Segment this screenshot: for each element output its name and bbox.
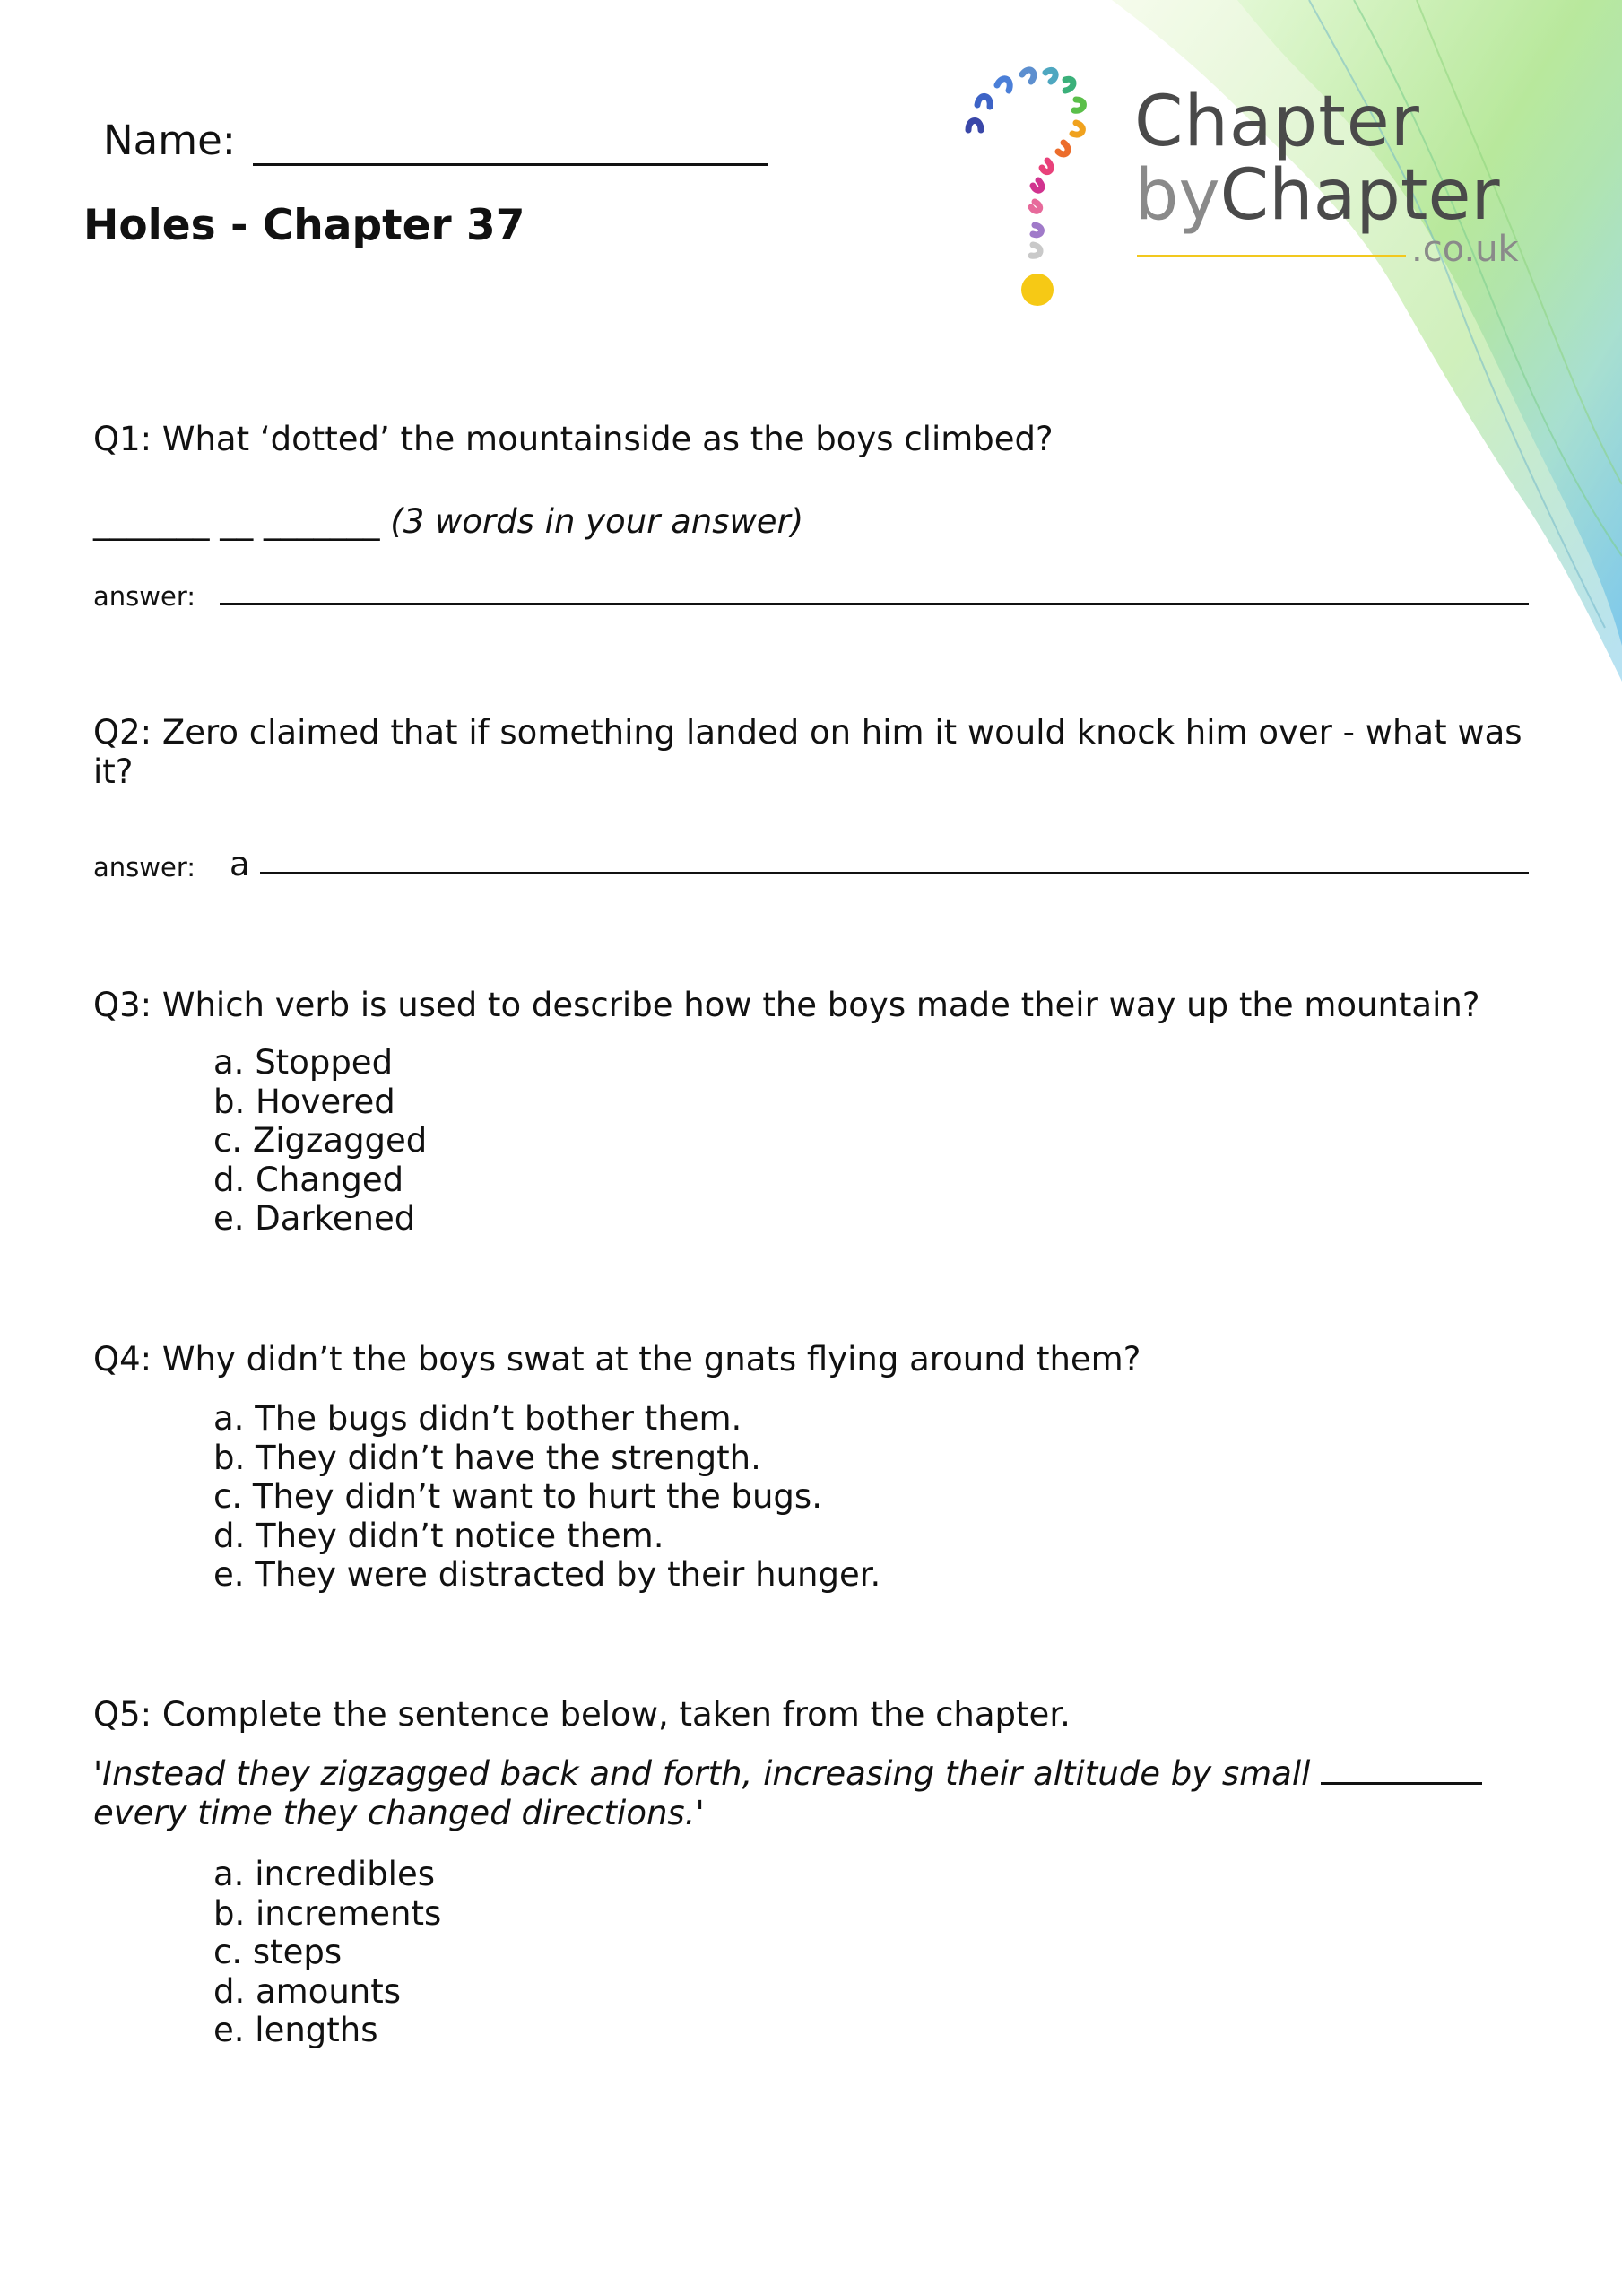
q5-question: Q5: Complete the sentence below, taken from the chapter. [93, 1695, 1071, 1734]
q3-option-c[interactable]: c. Zigzagged [213, 1121, 428, 1160]
q3-option-b[interactable]: b. Hovered [213, 1082, 395, 1121]
q5-options [213, 1855, 441, 2050]
q4-option-a[interactable]: a. The bugs didn’t bother them. [213, 1399, 742, 1438]
logo-wordmark [1134, 82, 1500, 236]
q5-option-c[interactable]: c. steps [213, 1933, 343, 1971]
q4-option-c[interactable]: c. They didn’t want to hurt the bugs. [213, 1477, 822, 1516]
q4-option-b[interactable]: b. They didn’t have the strength. [213, 1438, 761, 1477]
q3-option-d[interactable]: d. Changed [213, 1160, 404, 1199]
q5-option-a[interactable]: a. incredibles [213, 1855, 436, 1893]
logo-by: by [1134, 155, 1220, 236]
q3-question: Q3: Which verb is used to describe how the boys made their way up the mountain? [93, 986, 1480, 1024]
q1-blanks: _______ __ _______ [93, 502, 380, 541]
logo-underline [1137, 255, 1406, 257]
q1-hint-text: (3 words in your answer) [390, 502, 804, 541]
q4-option-d[interactable]: d. They didn’t notice them. [213, 1516, 664, 1555]
worksheet-title: Holes - Chapter 37 [83, 201, 525, 250]
q3-option-a[interactable]: a. Stopped [213, 1043, 394, 1082]
q5-quote-end: every time they changed directions.' [93, 1794, 705, 1832]
q3-options [213, 1043, 427, 1239]
q5-quote-start: 'Instead they zigzagged back and forth, increasing their altitude by small [93, 1754, 1311, 1793]
logo-chapter: Chapter [1219, 155, 1500, 236]
q5-option-d[interactable]: d. amounts [213, 1971, 402, 2011]
logo-question-mark-icon [959, 49, 1116, 318]
q2-answer-label: answer: [93, 852, 196, 883]
q2-answer-line[interactable] [260, 872, 1529, 874]
logo-domain: .co.uk [1411, 229, 1519, 270]
q1-answer-line[interactable] [220, 603, 1529, 605]
q4-option-e[interactable]: e. They were distracted by their hunger. [213, 1555, 881, 1594]
q5-quote [93, 1754, 1528, 1833]
q1-question: Q1: What ‘dotted’ the mountainside as the boys climbed? [93, 420, 1054, 458]
q2-question: Q2: Zero claimed that if something landed on him it would knock him over - what was it? [93, 713, 1522, 791]
q4-question: Q4: Why didn’t the boys swat at the gnats flying around them? [93, 1340, 1141, 1378]
logo-line-1: Chapter [1134, 82, 1420, 162]
q5-quote-blank[interactable] [1321, 1755, 1482, 1785]
name-answer-line[interactable] [253, 163, 768, 166]
name-label: Name: [103, 117, 236, 164]
q5-option-b[interactable]: b. increments [213, 1893, 442, 1933]
q4-options [213, 1399, 880, 1595]
q5-option-e[interactable]: e. lengths [213, 2011, 378, 2049]
q1-answer-label: answer: [93, 581, 196, 612]
logo-line-2 [1134, 155, 1500, 236]
q2-answer-prefix: a [230, 845, 250, 883]
q1-hint [93, 502, 803, 541]
q3-option-e[interactable]: e. Darkened [213, 1199, 416, 1238]
